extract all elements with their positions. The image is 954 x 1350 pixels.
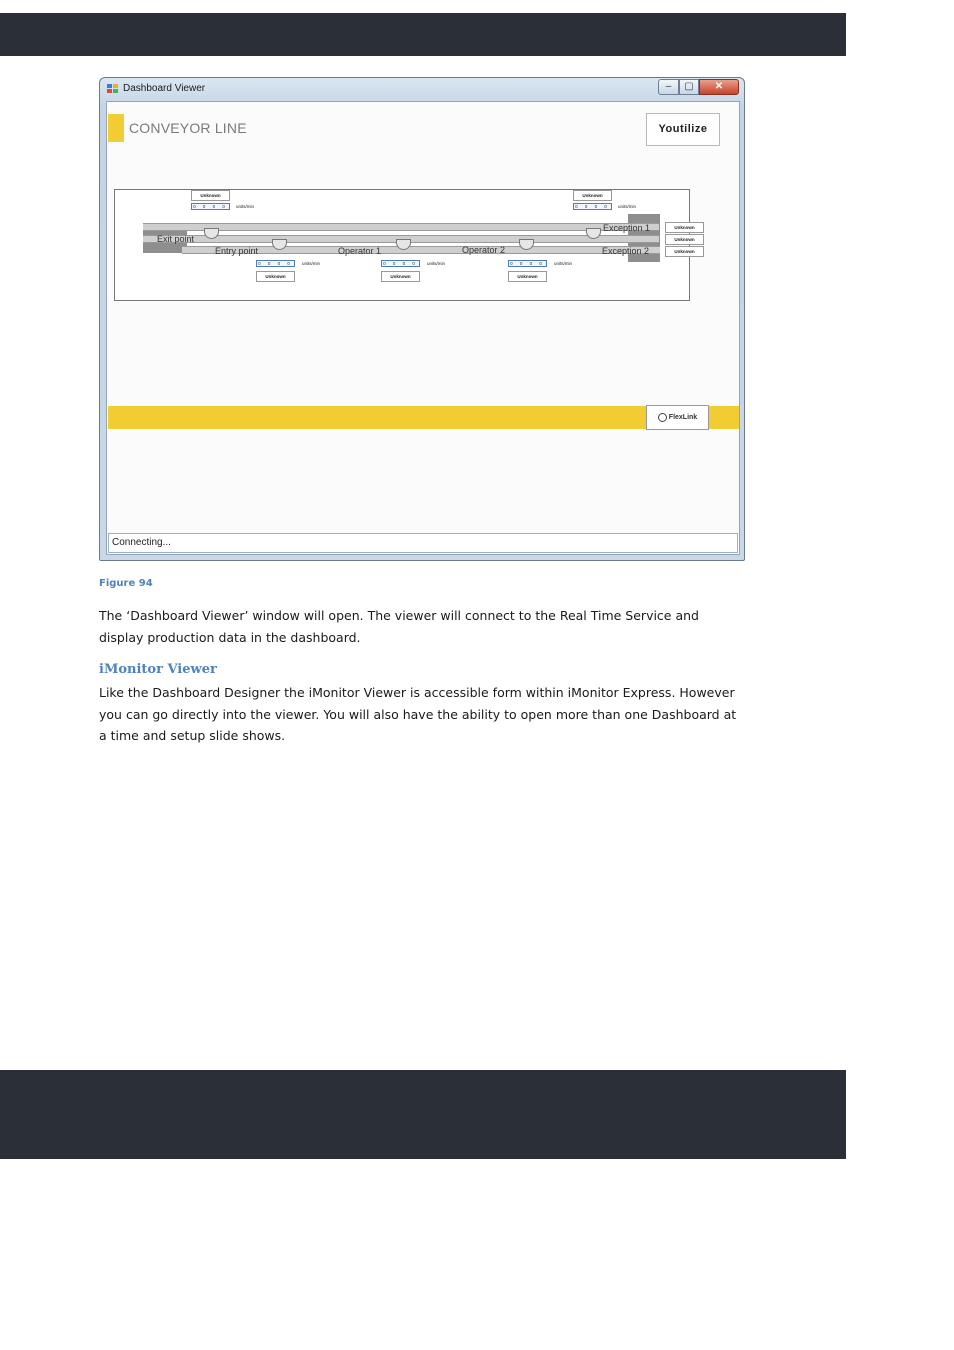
- counter-display: 0 0 0 0: [573, 203, 612, 210]
- window-title: Dashboard Viewer: [123, 83, 206, 94]
- title-accent: [108, 114, 124, 142]
- dashboard-canvas: [106, 101, 740, 555]
- counter-display: 0 0 0 0: [508, 260, 547, 267]
- conveyor-diagram: [114, 189, 695, 301]
- exception2-label: Exception 2: [602, 246, 650, 256]
- rate-unit: units/min: [618, 204, 637, 209]
- dashboard-title: CONVEYOR LINE: [129, 120, 247, 136]
- paragraph: The ‘Dashboard Viewer’ window will open. The viewer will connect to the Real Time Service and display production data in the dashboard.: [99, 608, 699, 645]
- footer-band: [0, 1070, 846, 1159]
- exception1-label: Exception 1: [603, 223, 651, 233]
- flexlink-logo: FlexLink: [646, 405, 709, 430]
- rate-unit: units/min: [427, 261, 446, 266]
- operator2-label: Operator 2: [462, 245, 506, 255]
- counter-display: 0 0 0 0: [191, 203, 230, 210]
- title-bar[interactable]: [100, 78, 744, 100]
- close-button[interactable]: ✕: [699, 79, 739, 95]
- section-heading: iMonitor Viewer: [99, 662, 217, 677]
- counter-display: 0 0 0 0: [381, 260, 420, 267]
- dashboard-viewer-window: [99, 77, 745, 561]
- status-label: Unknown: [191, 190, 230, 201]
- status-label: Unknown: [573, 190, 612, 201]
- status-label: Unknown: [665, 246, 704, 257]
- minimize-button[interactable]: –: [658, 79, 679, 95]
- exit-point-label: Exit point: [157, 234, 195, 244]
- operator1-label: Operator 1: [338, 246, 382, 256]
- figure-caption: Figure 94: [99, 578, 153, 589]
- paragraph: Like the Dashboard Designer the iMonitor Viewer is accessible form within iMonitor Express. However you can go directly into the viewer. You will also have the ability to open more than one Dashboard at a time and setup slide shows.: [99, 685, 737, 743]
- status-label: Unknown: [665, 222, 704, 233]
- upper-rail: [143, 223, 659, 231]
- flexlink-icon: [658, 413, 667, 422]
- maximize-button[interactable]: ▢: [679, 79, 699, 95]
- rate-unit: units/min: [236, 204, 255, 209]
- status-label: Unknown: [256, 271, 295, 282]
- rate-unit: units/min: [302, 261, 321, 266]
- status-label: Unknown: [508, 271, 547, 282]
- status-label: Unknown: [381, 271, 420, 282]
- youtilize-logo: Youtilize: [646, 113, 720, 146]
- rate-unit: units/min: [554, 261, 573, 266]
- app-icon: [107, 84, 118, 94]
- status-bar: Connecting...: [108, 533, 738, 553]
- header-band: [0, 13, 846, 56]
- entry-point-label: Entry point: [215, 246, 259, 256]
- counter-display: 0 0 0 0: [256, 260, 295, 267]
- footer-accent-bar: [108, 406, 739, 429]
- status-label: Unknown: [665, 234, 704, 245]
